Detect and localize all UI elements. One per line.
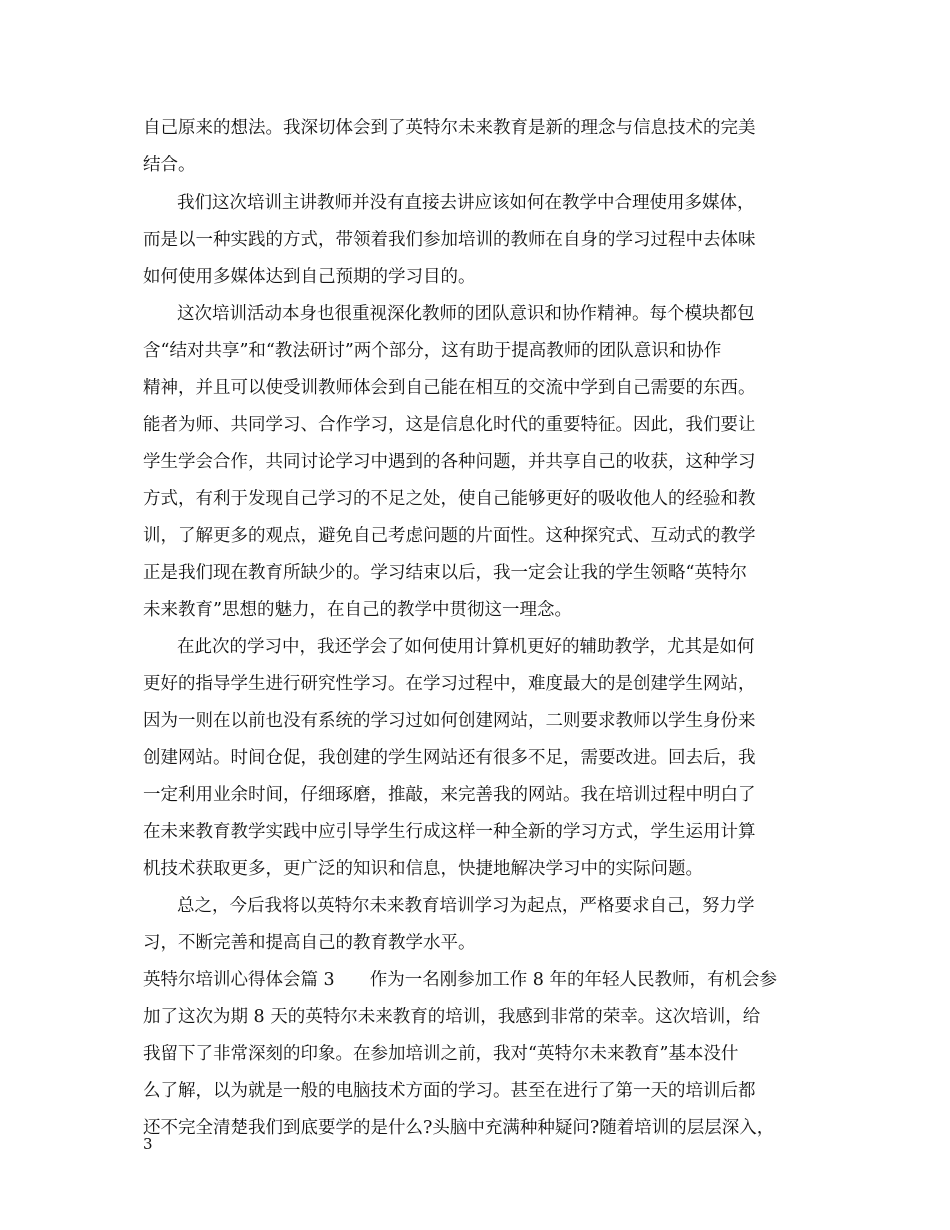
text-line: 含“结对共享”和“教法研讨”两个部分，这有助于提高教师的团队意识和协作: [143, 341, 722, 361]
text-line: 在未来教育教学实践中应引导学生行成这样一种全新的学习方式，学生运用计算: [143, 822, 756, 842]
text-line: 英特尔培训心得体会篇 3 作为一名刚参加工作 8 年的年轻人民教师，有机会参: [143, 970, 777, 990]
text-line: 机技术获取更多，更广泛的知识和信息，快捷地解决学习中的实际问题。: [143, 859, 703, 879]
text-line: 么了解，以为就是一般的电脑技术方面的学习。甚至在进行了第一天的培训后都: [143, 1081, 756, 1101]
text-line: 加了这次为期 8 天的英特尔未来教育的培训，我感到非常的荣幸。这次培训，给: [143, 1007, 761, 1027]
text-line: 能者为师、共同学习、合作学习，这是信息化时代的重要特征。因此，我们要让: [143, 415, 756, 435]
text-line: 未来教育”思想的魅力，在自己的教学中贯彻这一理念。: [143, 600, 572, 620]
page-number: 3: [143, 1135, 153, 1153]
text-line: 如何使用多媒体达到自己预期的学习目的。: [143, 267, 476, 287]
text-line: 创建网站。时间仓促，我创建的学生网站还有很多不足，需要改进。回去后，我: [143, 748, 756, 768]
text-line: 总之，今后我将以英特尔未来教育培训学习为起点，严格要求自己，努力学: [177, 896, 755, 916]
text-line: 我们这次培训主讲教师并没有直接去讲应该如何在教学中合理使用多媒体，: [177, 193, 755, 213]
text-line: 一定利用业余时间，仔细琢磨，推敲，来完善我的网站。我在培训过程中明白了: [143, 785, 756, 805]
text-line: 还不完全清楚我们到底要学的是什么?头脑中充满种种疑问?随着培训的层层深入，: [143, 1118, 775, 1138]
text-line: 因为一则在以前也没有系统的学习过如何创建网站，二则要求教师以学生身份来: [143, 711, 756, 731]
text-line: 精神，并且可以使受训教师体会到自己能在相互的交流中学到自己需要的东西。: [143, 378, 756, 398]
text-line: 学生学会合作，共同讨论学习中遇到的各种问题，并共享自己的收获，这种学习: [143, 452, 756, 472]
text-line: 在此次的学习中，我还学会了如何使用计算机更好的辅助教学，尤其是如何: [177, 637, 755, 657]
text-line: 这次培训活动本身也很重视深化教师的团队意识和协作精神。每个模块都包: [177, 304, 755, 324]
text-line: 我留下了非常深刻的印象。在参加培训之前，我对“英特尔未来教育”基本没什: [143, 1044, 739, 1064]
text-line: 训，了解更多的观点，避免自己考虑问题的片面性。这种探究式、互动式的教学: [143, 526, 756, 546]
text-line: 自己原来的想法。我深切体会到了英特尔未来教育是新的理念与信息技术的完美: [143, 118, 756, 138]
text-line: 结合。: [143, 155, 196, 175]
text-line: 正是我们现在教育所缺少的。学习结束以后，我一定会让我的学生领略“英特尔: [143, 563, 747, 583]
text-line: 方式，有利于发现自己学习的不足之处，使自己能够更好的吸收他人的经验和教: [143, 489, 756, 509]
text-line: 而是以一种实践的方式，带领着我们参加培训的教师在自身的学习过程中去体味: [143, 230, 756, 250]
text-line: 更好的指导学生进行研究性学习。在学习过程中，难度最大的是创建学生网站，: [143, 674, 756, 694]
text-line: 习，不断完善和提高自己的教育教学水平。: [143, 933, 476, 953]
